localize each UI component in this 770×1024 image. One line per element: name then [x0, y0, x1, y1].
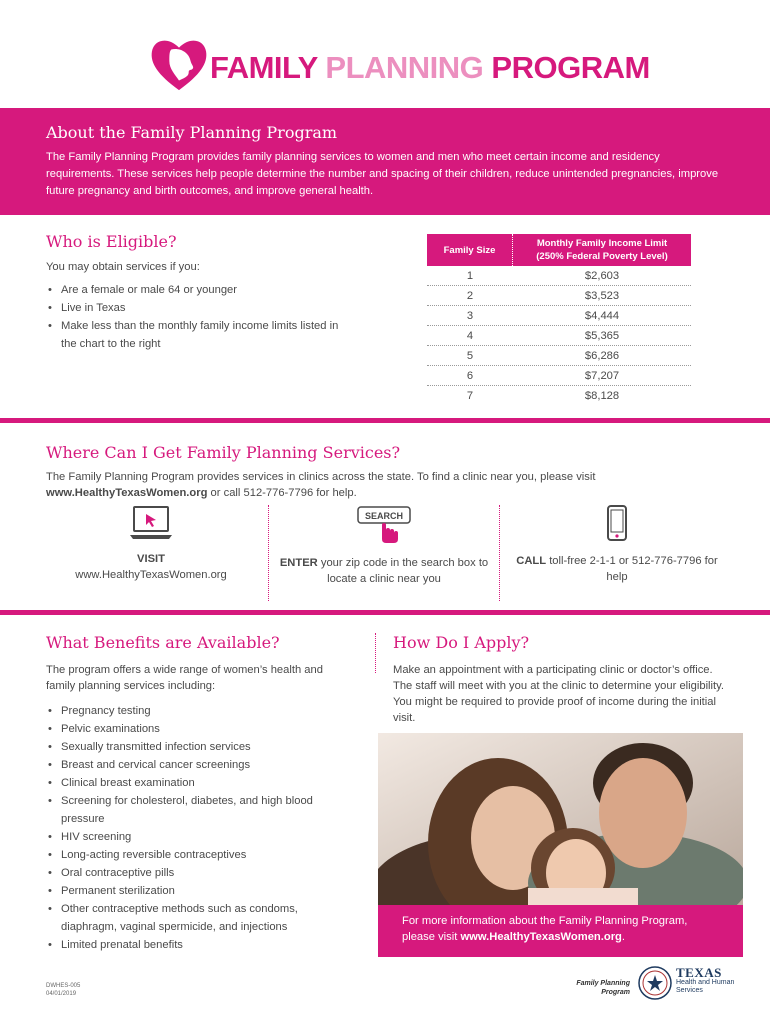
search-icon-label: SEARCH: [364, 511, 404, 521]
step-visit-text: [46, 551, 256, 583]
column-header-income-limit: [513, 237, 691, 263]
table-cell: 5: [466, 349, 474, 362]
apply-heading: How Do I Apply?: [393, 633, 530, 652]
column-header-line: (250% Federal Poverty Level): [536, 251, 668, 262]
table-cell: $3,523: [584, 289, 620, 302]
list-item: • Pelvic examinations: [46, 720, 346, 738]
document-code-id: DWHES-005: [46, 983, 81, 989]
table-cell: 1: [466, 269, 474, 282]
list-item: • Long-acting reversible contraceptives: [46, 846, 346, 864]
list-item: • Permanent sterilization: [46, 882, 346, 900]
apply-section: [393, 633, 733, 726]
benefits-section: [46, 633, 346, 954]
table-row: [427, 306, 691, 326]
table-cell: $4,444: [584, 309, 620, 322]
document-code: [46, 982, 80, 998]
step-call-text: [512, 553, 722, 585]
table-row: [427, 266, 691, 286]
where-heading: Where Can I Get Family Planning Services?: [46, 443, 401, 462]
eligible-intro: You may obtain services if you:: [46, 261, 200, 273]
step-visit-url[interactable]: www.HealthyTexasWomen.org: [75, 569, 227, 581]
list-item: • Make less than the monthly family income limits listed in the chart to the right: [46, 317, 346, 353]
info-link[interactable]: www.HealthyTexasWomen.org: [460, 931, 622, 943]
step-divider: [268, 505, 269, 601]
step-visit-bold: VISIT: [137, 553, 165, 565]
family-photo: [378, 733, 743, 905]
income-table: [427, 234, 691, 406]
where-text: [46, 469, 726, 501]
page-title: [210, 50, 650, 86]
step-enter: [279, 505, 489, 587]
about-heading: About the Family Planning Program: [46, 123, 338, 142]
table-cell: $2,603: [584, 269, 620, 282]
column-divider: [375, 633, 376, 673]
program-wordmark: [560, 979, 630, 997]
income-table-header: [427, 234, 691, 266]
info-box: [378, 905, 743, 957]
title-word-planning: PLANNING: [325, 50, 484, 85]
table-row: [427, 366, 691, 386]
title-word-family: FAMILY: [210, 50, 318, 85]
table-row: [427, 386, 691, 406]
table-cell: $8,128: [584, 390, 620, 402]
heart-logo-icon: [150, 36, 208, 94]
column-header-line: Monthly Family Income Limit: [536, 238, 668, 249]
search-hand-icon: [354, 505, 414, 545]
info-text: For more information about the Family Planning Program, please visit: [402, 915, 688, 943]
table-cell: $6,286: [584, 349, 620, 362]
step-enter-text: [279, 555, 489, 587]
about-section: [0, 108, 770, 215]
hhs-logo-line: Health and Human: [676, 979, 735, 986]
table-row: [427, 326, 691, 346]
section-divider: [0, 610, 770, 615]
list-item: • Live in Texas: [46, 299, 346, 317]
phone-icon: [605, 505, 629, 543]
table-row: [427, 286, 691, 306]
table-cell: 4: [466, 329, 474, 342]
table-cell: 6: [466, 369, 474, 382]
table-cell: 3: [466, 309, 474, 322]
header: [0, 36, 770, 96]
table-cell: $7,207: [584, 369, 620, 382]
program-wordmark-line: Family Planning: [576, 980, 630, 987]
document-code-date: 04/01/2019: [46, 991, 77, 997]
eligible-section: [46, 232, 346, 353]
column-header-family-size: Family Size: [427, 234, 513, 266]
where-text-intro: The Family Planning Program provides services in clinics across the state. To find a clinic near you, please visit: [46, 471, 596, 483]
benefits-heading: What Benefits are Available?: [46, 633, 280, 652]
texas-seal-icon: [638, 966, 672, 1000]
step-divider: [499, 505, 500, 601]
title-word-program: PROGRAM: [491, 50, 650, 85]
list-item: • Sexually transmitted infection services: [46, 738, 346, 756]
eligible-list: [46, 281, 346, 353]
eligible-heading: Who is Eligible?: [46, 232, 177, 251]
list-item: • Limited prenatal benefits: [46, 936, 346, 954]
hhs-logo-line: Services: [676, 987, 703, 994]
table-row: [427, 346, 691, 366]
section-divider: [0, 418, 770, 423]
apply-text: Make an appointment with a participating clinic or doctor’s office. The staff will meet with you at the clinic to determine your eligibility. You might be required to provide proof of income during the initial visit.: [393, 664, 725, 724]
step-visit: [46, 505, 256, 583]
step-call-bold: CALL: [516, 555, 547, 567]
laptop-cursor-icon: [129, 505, 173, 541]
benefits-intro: The program offers a wide range of women’s health and family planning services including:: [46, 664, 323, 692]
where-section: [46, 443, 726, 501]
table-cell: $5,365: [584, 329, 620, 342]
about-text: The Family Planning Program provides family planning services to women and men who meet certain income and residency requirements. These services help people determine the number and spacing of their children, reduce unintended pregnancies, improve future pregnancy and birth outcomes, and improve general health.: [46, 151, 719, 197]
hhs-logo: [676, 966, 734, 995]
step-call: [512, 505, 722, 585]
step-enter-bold: ENTER: [279, 557, 318, 569]
step-call-rest: toll-free 2-1-1 or 512-776-7796 for help: [546, 555, 718, 583]
list-item: • Screening for cholesterol, diabetes, and high blood pressure: [46, 792, 346, 828]
list-item: • Clinical breast examination: [46, 774, 346, 792]
hhs-logo-texas: TEXAS: [676, 965, 722, 980]
list-item: • Are a female or male 64 or younger: [46, 281, 346, 299]
list-item: • Breast and cervical cancer screenings: [46, 756, 346, 774]
benefits-list: [46, 702, 346, 954]
step-enter-rest: your zip code in the search box to locate a clinic near you: [317, 557, 489, 585]
where-text-after: or call 512-776-7796 for help.: [207, 487, 357, 499]
list-item: • Other contraceptive methods such as condoms, diaphragm, vaginal spermicide, and injections: [46, 900, 346, 936]
table-cell: 2: [466, 289, 474, 302]
program-wordmark-line: Program: [601, 989, 630, 996]
info-end: .: [621, 931, 625, 943]
table-cell: 7: [466, 390, 474, 402]
list-item: • Oral contraceptive pills: [46, 864, 346, 882]
list-item: • Pregnancy testing: [46, 702, 346, 720]
list-item: • HIV screening: [46, 828, 346, 846]
steps-row: [46, 505, 736, 605]
website-link[interactable]: www.HealthyTexasWomen.org: [46, 487, 208, 499]
